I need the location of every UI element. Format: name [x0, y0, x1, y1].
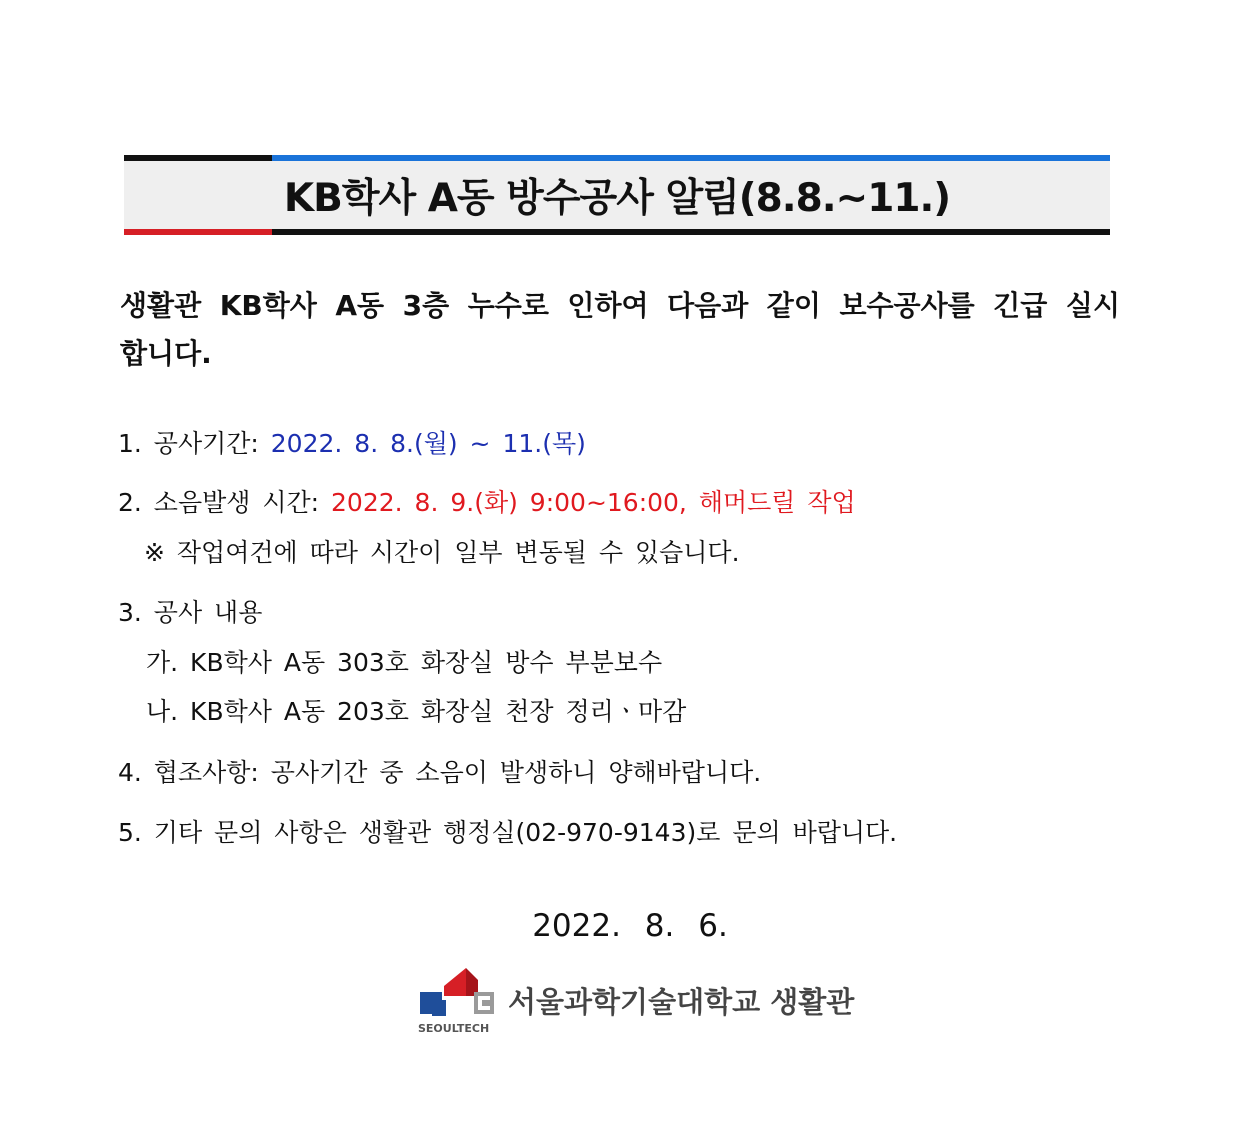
title-banner	[124, 155, 1110, 235]
logo-name: 서울과학기술대학교 생활관	[508, 985, 855, 1019]
notice-date: 2022. 8. 6.	[532, 908, 728, 944]
item-noise	[118, 483, 856, 519]
university-logo	[418, 966, 858, 1036]
item-content-a: 가. KB학사 A동 303호 화장실 방수 부분보수	[146, 648, 663, 677]
item-noise-note: ※ 작업여건에 따라 시간이 일부 변동될 수 있습니다.	[144, 538, 740, 567]
title-bottom-bar-red	[124, 229, 272, 235]
item-period	[118, 424, 586, 460]
item-period-label: 1. 공사기간:	[118, 429, 271, 458]
intro-paragraph: 생활관 KB학사 A동 3층 누수로 인하여 다음과 같이 보수공사를 긴급 실시합니다.	[120, 289, 1120, 370]
item-inquiry: 5. 기타 문의 사항은 생활관 행정실(02-970-9143)로 문의 바랍니다.	[118, 818, 898, 847]
logo-subtext: SEOULTECH	[418, 1022, 490, 1035]
notice-title: KB학사 A동 방수공사 알림(8.8.~11.)	[283, 176, 951, 221]
item-noise-value: 2022. 8. 9.(화) 9:00~16:00, 해머드릴 작업	[331, 488, 856, 517]
item-period-value: 2022. 8. 8.(월) ~ 11.(목)	[270, 429, 586, 458]
item-content-label: 3. 공사 내용	[118, 598, 263, 627]
title-bottom-bar-black	[272, 229, 1110, 235]
item-cooperation: 4. 협조사항: 공사기간 중 소음이 발생하니 양해바랍니다.	[118, 758, 762, 787]
seoultech-emblem-icon	[418, 966, 498, 1022]
item-noise-label: 2. 소음발생 시간:	[118, 488, 332, 517]
item-content-b: 나. KB학사 A동 203호 화장실 천장 정리ㆍ마감	[146, 697, 687, 726]
